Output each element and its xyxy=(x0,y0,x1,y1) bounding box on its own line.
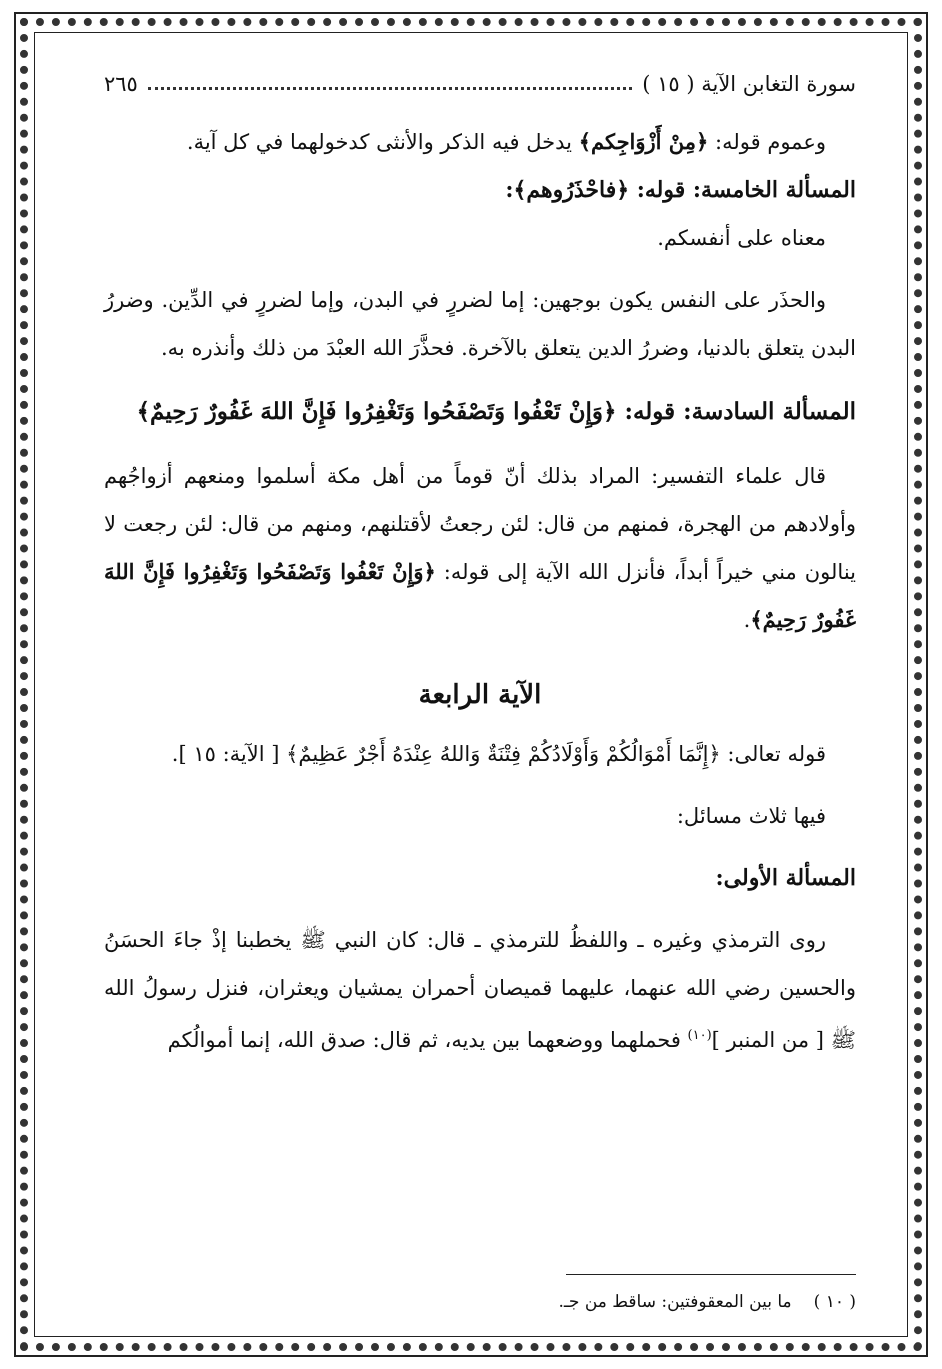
surah-title: سورة التغابن الآية ( ١٥ ) xyxy=(642,72,856,96)
footnote-divider xyxy=(566,1274,856,1275)
paragraph-4: روى الترمذي وغيره ـ واللفظُ للترمذي ـ قال: كان النبي ﷺ يخطبنا إذْ جاءَ الحسَنُ والحسين رضي الله عنهما، عليهما قميصان أحمران يمشيان ويعثران، فنزل رسولُ الله ﷺ [ من المنبر ]$^{(١٠)}$ فحملهما ووضعهما بين يديه، ثم قال: صدق الله، إنما أموالُكم xyxy=(104,928,856,1052)
quran-quote: ﴿وَإِنْ تَعْفُوا وَتَصْفَحُوا وَتَغْفِرُوا فَإِنَّ اللهَ غَفُورٌ رَحِيمٌ﴾ xyxy=(136,398,617,425)
footnote-number: ( ١٠ ) xyxy=(813,1292,856,1312)
footnote-text: ما بين المعقوفتين: ساقط من جـ. xyxy=(558,1292,792,1312)
footnote-reference: (١٠) xyxy=(687,1028,712,1043)
verse-line: قوله تعالى: ﴿إِنَّمَا أَمْوَالُكُمْ وَأَوْلَادُكُمْ فِتْنَةٌ وَاللهُ عِنْدَهُ أَجْرٌ عَظِيمٌ﴾ [ الآية: ١٥ ]. xyxy=(171,742,826,766)
section-title: الآية الرابعة xyxy=(418,680,542,710)
quran-quote: ﴿فاحْذَرُوهم﴾ xyxy=(513,177,630,203)
issue-5-heading: المسألة الخامسة: قوله: ﴿فاحْذَرُوهم﴾: xyxy=(505,177,856,203)
issue-6-heading: المسألة السادسة: قوله: ﴿وَإِنْ تَعْفُوا وَتَصْفَحُوا وَتَغْفِرُوا فَإِنَّ اللهَ غَفُورٌ رَحِيمٌ﴾ xyxy=(136,398,856,425)
paragraph-3: قال علماء التفسير: المراد بذلك أنّ قوماً من أهل مكة أسلموا ومنعهم أزواجُهم وأولادهم من الهجرة، فمنهم من قال: لئن رجعتُ لأقتلنهم، ومنهم من قال: لئن رجعت لا ينالون مني خيراً أبداً، فأنزل الله الآية إلى قوله: ﴿وَإِنْ تَعْفُوا وَتَصْفَحُوا وَتَغْفِرُوا فَإِنَّ اللهَ غَفُورٌ رَحِيمٌ﴾. xyxy=(104,464,857,632)
header-dots xyxy=(148,87,632,90)
three-issues-line: فيها ثلاث مسائل: xyxy=(676,804,826,828)
page-content xyxy=(104,64,856,1325)
paragraph-1: وعموم قوله: ﴿مِنْ أَزْوَاجِكم﴾ يدخل فيه الذكر والأنثى كدخولهما في كل آية. xyxy=(186,129,826,154)
quran-verse: ﴿إِنَّمَا أَمْوَالُكُمْ وَأَوْلَادُكُمْ فِتْنَةٌ وَاللهُ عِنْدَهُ أَجْرٌ عَظِيمٌ﴾ xyxy=(286,742,721,766)
quran-quote: ﴿وَإِنْ تَعْفُوا وَتَصْفَحُوا وَتَغْفِرُوا فَإِنَّ اللهَ غَفُورٌ رَحِيمٌ﴾ xyxy=(104,559,856,632)
page-number: ٢٦٥ xyxy=(104,72,138,96)
footnote xyxy=(559,1292,856,1312)
meaning-line: معناه على أنفسكم. xyxy=(657,226,826,250)
quran-quote: ﴿مِنْ أَزْوَاجِكم﴾ xyxy=(578,129,709,154)
running-header xyxy=(104,64,856,104)
paragraph-2: والحذَر على النفس يكون بوجهين: إما لضررٍ في البدن، وإما لضررٍ في الدِّين. وضررُ البدن يتعلق بالدنيا، وضررُ الدين يتعلق بالآخرة. فحذَّرَ الله العبْدَ من ذلك وأنذره به. xyxy=(104,288,856,360)
issue-1-heading: المسألة الأولى: xyxy=(715,865,856,891)
